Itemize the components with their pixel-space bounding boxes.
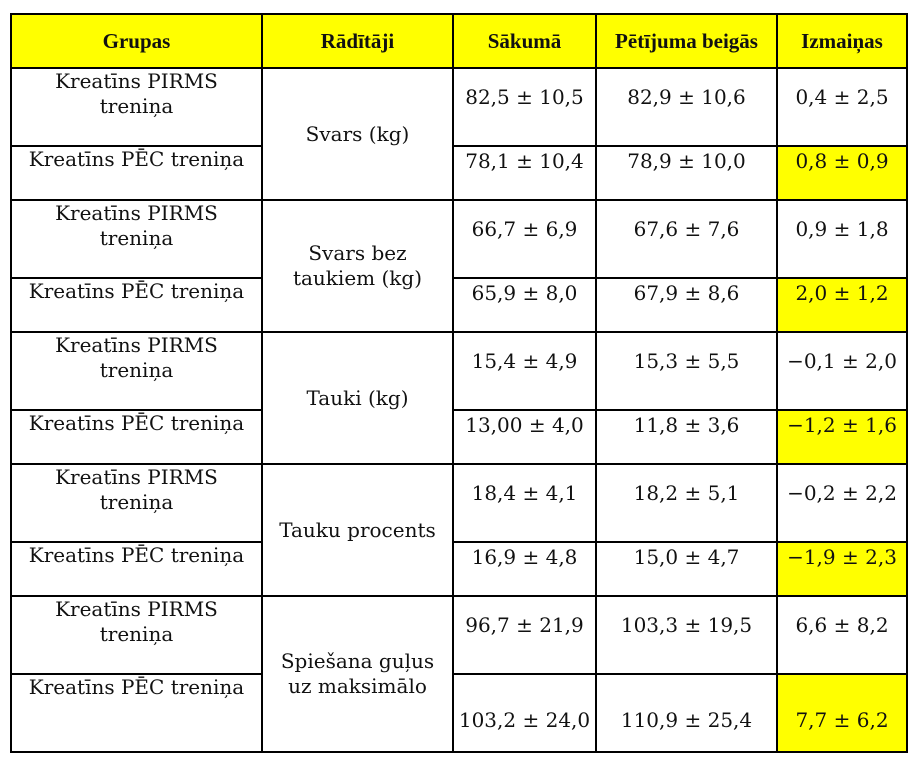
header-start: Sākumā bbox=[453, 14, 596, 68]
group-cell: Kreatīns PIRMS treniņa bbox=[11, 596, 262, 674]
end-value-cell: 15,0 ± 4,7 bbox=[596, 542, 777, 596]
end-value-cell: 67,9 ± 8,6 bbox=[596, 278, 777, 332]
table-row bbox=[11, 674, 907, 752]
start-value-cell: 15,4 ± 4,9 bbox=[453, 332, 596, 410]
table-row bbox=[11, 146, 907, 200]
change-value-cell: 0,4 ± 2,5 bbox=[777, 68, 907, 146]
indicator-cell: Spiešana guļus uz maksimālo bbox=[262, 596, 453, 752]
table-row bbox=[11, 68, 907, 146]
start-value-cell: 65,9 ± 8,0 bbox=[453, 278, 596, 332]
indicator-cell: Tauku procents bbox=[262, 464, 453, 596]
change-value-cell: −1,2 ± 1,6 bbox=[777, 410, 907, 464]
start-value-cell: 66,7 ± 6,9 bbox=[453, 200, 596, 278]
group-cell: Kreatīns PIRMS treniņa bbox=[11, 332, 262, 410]
group-cell: Kreatīns PĒC treniņa bbox=[11, 146, 262, 200]
end-value-cell: 78,9 ± 10,0 bbox=[596, 146, 777, 200]
group-cell: Kreatīns PĒC treniņa bbox=[11, 542, 262, 596]
table-row bbox=[11, 410, 907, 464]
table-row bbox=[11, 464, 907, 542]
group-cell: Kreatīns PIRMS treniņa bbox=[11, 464, 262, 542]
header-groups: Grupas bbox=[11, 14, 262, 68]
end-value-cell: 15,3 ± 5,5 bbox=[596, 332, 777, 410]
header-row bbox=[11, 14, 907, 68]
table-body bbox=[11, 68, 907, 752]
start-value-cell: 13,00 ± 4,0 bbox=[453, 410, 596, 464]
group-cell: Kreatīns PIRMS treniņa bbox=[11, 200, 262, 278]
start-value-cell: 103,2 ± 24,0 bbox=[453, 674, 596, 752]
start-value-cell: 82,5 ± 10,5 bbox=[453, 68, 596, 146]
change-value-cell: 2,0 ± 1,2 bbox=[777, 278, 907, 332]
start-value-cell: 18,4 ± 4,1 bbox=[453, 464, 596, 542]
change-value-cell: 7,7 ± 6,2 bbox=[777, 674, 907, 752]
change-value-cell: −0,2 ± 2,2 bbox=[777, 464, 907, 542]
end-value-cell: 18,2 ± 5,1 bbox=[596, 464, 777, 542]
table-row bbox=[11, 200, 907, 278]
group-cell: Kreatīns PIRMS treniņa bbox=[11, 68, 262, 146]
header-change: Izmaiņas bbox=[777, 14, 907, 68]
start-value-cell: 16,9 ± 4,8 bbox=[453, 542, 596, 596]
indicator-cell: Tauki (kg) bbox=[262, 332, 453, 464]
table-row bbox=[11, 542, 907, 596]
table-row bbox=[11, 332, 907, 410]
group-cell: Kreatīns PĒC treniņa bbox=[11, 278, 262, 332]
end-value-cell: 11,8 ± 3,6 bbox=[596, 410, 777, 464]
table-row bbox=[11, 596, 907, 674]
end-value-cell: 103,3 ± 19,5 bbox=[596, 596, 777, 674]
start-value-cell: 96,7 ± 21,9 bbox=[453, 596, 596, 674]
change-value-cell: 6,6 ± 8,2 bbox=[777, 596, 907, 674]
change-value-cell: −0,1 ± 2,0 bbox=[777, 332, 907, 410]
end-value-cell: 67,6 ± 7,6 bbox=[596, 200, 777, 278]
end-value-cell: 82,9 ± 10,6 bbox=[596, 68, 777, 146]
change-value-cell: 0,9 ± 1,8 bbox=[777, 200, 907, 278]
start-value-cell: 78,1 ± 10,4 bbox=[453, 146, 596, 200]
header-indicators: Rādītāji bbox=[262, 14, 453, 68]
indicator-cell: Svars (kg) bbox=[262, 68, 453, 200]
group-cell: Kreatīns PĒC treniņa bbox=[11, 674, 262, 752]
results-table bbox=[10, 13, 908, 753]
change-value-cell: −1,9 ± 2,3 bbox=[777, 542, 907, 596]
header-end: Pētījuma beigās bbox=[596, 14, 777, 68]
indicator-cell: Svars bez taukiem (kg) bbox=[262, 200, 453, 332]
change-value-cell: 0,8 ± 0,9 bbox=[777, 146, 907, 200]
table-row bbox=[11, 278, 907, 332]
end-value-cell: 110,9 ± 25,4 bbox=[596, 674, 777, 752]
group-cell: Kreatīns PĒC treniņa bbox=[11, 410, 262, 464]
